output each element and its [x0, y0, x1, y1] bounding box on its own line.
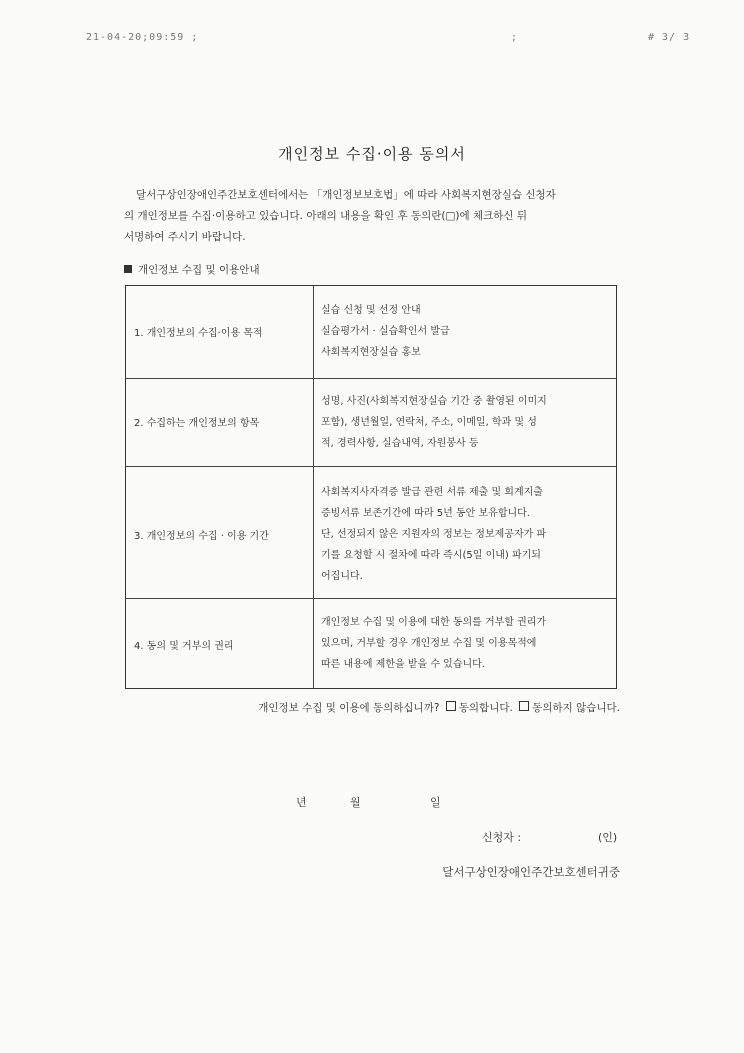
intro-line: 의 개인정보를 수집·이용하고 있습니다. 아래의 내용을 확인 후 동의란(□)에 체크하신 뒤 — [124, 210, 528, 222]
row-content-line: 증빙서류 보존기간에 따라 5년 동안 보유합니다. — [321, 508, 530, 519]
row-content-line: 있으며, 거부할 경우 개인정보 수집 및 이용목적에 — [321, 638, 537, 649]
row-content-line: 포함), 생년월일, 연락처, 주소, 이메일, 학과 및 성 — [321, 417, 537, 428]
row-content-line: 따른 내용에 제한을 받을 수 있습니다. — [321, 659, 485, 670]
row-content — [321, 391, 611, 454]
square-bullet-icon — [124, 265, 132, 273]
row-content — [321, 300, 611, 363]
seal-mark: (인) — [598, 831, 618, 844]
row-content — [321, 482, 611, 587]
recipient: 달서구상인장애인주간보호센터귀중 — [442, 865, 620, 879]
table-row-rights — [126, 598, 616, 688]
row-content-line: 어집니다. — [321, 571, 363, 582]
table-row-period — [126, 466, 616, 598]
row-content-line: 실습평가서 · 실습확인서 발급 — [321, 326, 450, 337]
agree-label: 동의합니다. — [458, 702, 513, 714]
fax-page-count: # 3/ 3 — [648, 32, 691, 43]
intro-line: 서명하여 주시기 바랍니다. — [124, 231, 246, 243]
disagree-label: 동의하지 않습니다. — [532, 702, 620, 714]
row-content — [321, 612, 611, 675]
consent-question: 개인정보 수집 및 이용에 동의하십니까? — [258, 702, 440, 714]
row-label: 2. 수집하는 개인정보의 항목 — [134, 418, 260, 429]
date-month: 월 — [350, 796, 361, 809]
row-content-line: 실습 신청 및 선정 안내 — [321, 305, 421, 316]
fax-separator: ; — [511, 32, 518, 43]
section-heading — [124, 262, 260, 277]
section-heading-text: 개인정보 수집 및 이용안내 — [138, 264, 260, 276]
date-year: 년 — [296, 796, 307, 809]
date-day: 일 — [430, 796, 441, 809]
consent-line — [258, 700, 620, 715]
row-content-line: 개인정보 수집 및 이용에 대한 동의를 거부할 권리가 — [321, 617, 547, 628]
row-content-line: 기를 요청할 시 절차에 따라 즉시(5일 이내) 파기되 — [321, 550, 541, 561]
row-content-line: 사회복지현장실습 홍보 — [321, 347, 421, 358]
row-label: 1. 개인정보의 수집·이용 목적 — [134, 328, 263, 339]
row-label: 4. 동의 및 거부의 권리 — [134, 641, 234, 652]
row-content-line: 사회복지사자격증 발급 관련 서류 제출 및 회계지출 — [321, 487, 543, 498]
row-label: 3. 개인정보의 수집 · 이용 기간 — [134, 531, 269, 542]
fax-header — [0, 32, 744, 46]
document-title: 개인정보 수집·이용 동의서 — [278, 145, 466, 163]
disagree-checkbox[interactable] — [519, 701, 529, 711]
row-content-line: 성명, 사진(사회복지현장실습 기간 중 촬영된 이미지 — [321, 396, 547, 407]
intro-line: 달서구상인장애인주간보호센터에서는 「개인정보보호법」에 따라 사회복지현장실습 신청자 — [136, 189, 556, 201]
intro-paragraph — [124, 185, 620, 248]
row-content-line: 단, 선정되지 않은 지원자의 정보는 정보제공자가 파 — [321, 529, 547, 540]
applicant-label: 신청자 : — [482, 831, 522, 844]
info-table — [125, 285, 617, 689]
agree-checkbox[interactable] — [446, 701, 456, 711]
table-row-items — [126, 378, 616, 466]
fax-timestamp: 21-04-20;09:59 ; — [86, 32, 199, 43]
table-row-purpose — [126, 286, 616, 378]
row-content-line: 적, 경력사항, 실습내역, 자원봉사 등 — [321, 438, 479, 449]
